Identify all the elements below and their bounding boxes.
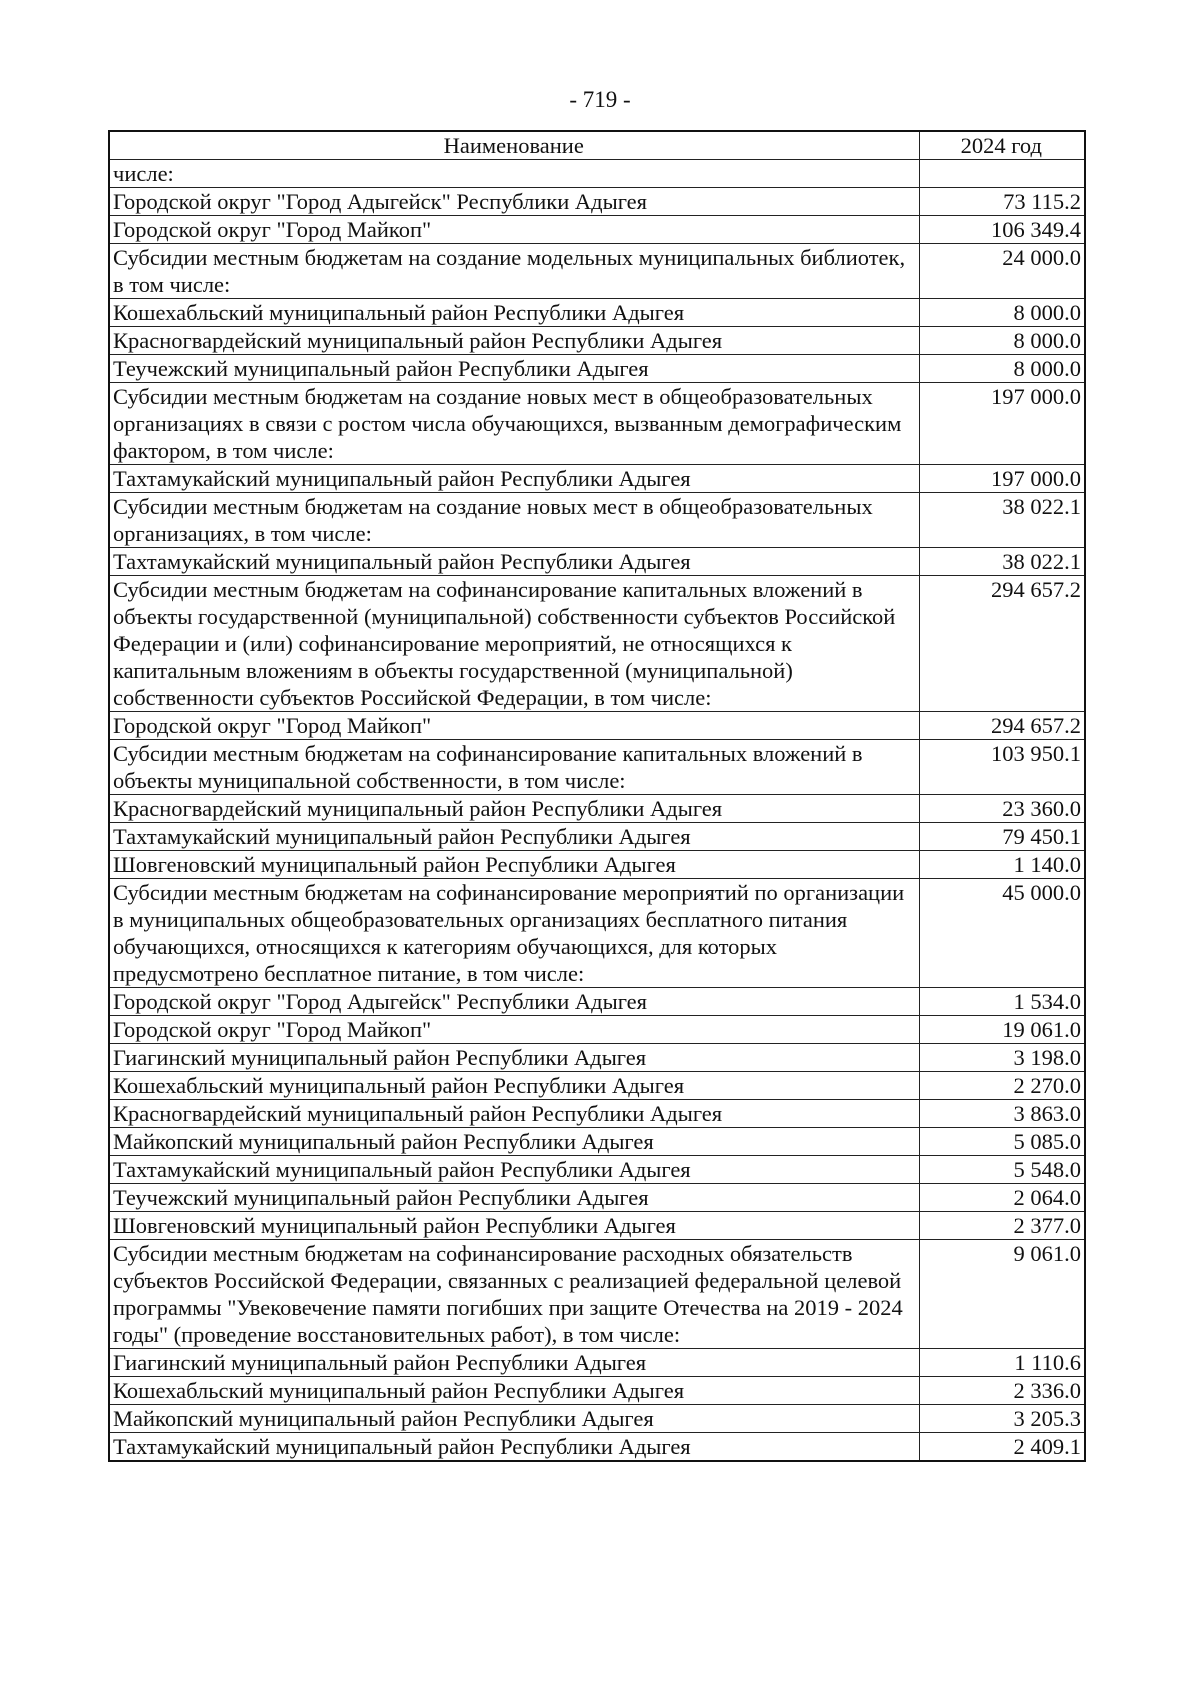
table-row	[109, 1072, 1085, 1100]
row-value: 38 022.1	[919, 548, 1085, 576]
table-header-row	[109, 131, 1085, 160]
row-value: 5 085.0	[919, 1128, 1085, 1156]
table-body	[109, 160, 1085, 1462]
table-row	[109, 740, 1085, 795]
row-name: Теучежский муниципальный район Республики Адыгея	[109, 1184, 919, 1212]
row-name: Красногвардейский муниципальный район Республики Адыгея	[109, 1100, 919, 1128]
row-name: Городской округ "Город Адыгейск" Республики Адыгея	[109, 988, 919, 1016]
table-row	[109, 493, 1085, 548]
table-row	[109, 1044, 1085, 1072]
row-name: Городской округ "Город Майкоп"	[109, 216, 919, 244]
row-value: 1 534.0	[919, 988, 1085, 1016]
table-row	[109, 548, 1085, 576]
table-row	[109, 1184, 1085, 1212]
table-row	[109, 160, 1085, 188]
row-name: Кошехабльский муниципальный район Республики Адыгея	[109, 299, 919, 327]
table-row	[109, 299, 1085, 327]
row-name: Красногвардейский муниципальный район Республики Адыгея	[109, 327, 919, 355]
row-name: Гиагинский муниципальный район Республики Адыгея	[109, 1044, 919, 1072]
table-row	[109, 1240, 1085, 1349]
table-row	[109, 823, 1085, 851]
row-value: 294 657.2	[919, 576, 1085, 712]
row-name: Майкопский муниципальный район Республики Адыгея	[109, 1128, 919, 1156]
row-value: 9 061.0	[919, 1240, 1085, 1349]
row-value: 1 110.6	[919, 1349, 1085, 1377]
row-name: Тахтамукайский муниципальный район Республики Адыгея	[109, 465, 919, 493]
table-row	[109, 1156, 1085, 1184]
row-name: Кошехабльский муниципальный район Республики Адыгея	[109, 1072, 919, 1100]
row-name: Майкопский муниципальный район Республики Адыгея	[109, 1405, 919, 1433]
row-name: Субсидии местным бюджетам на софинансирование мероприятий по организации в муниципальных общеобразовательных организациях бесплатного питания обучающихся, относящихся к категориям обучающихся, для которых предусмотрено бесплатное питание, в том числе:	[109, 879, 919, 988]
row-value: 2 064.0	[919, 1184, 1085, 1212]
row-value: 19 061.0	[919, 1016, 1085, 1044]
row-value: 106 349.4	[919, 216, 1085, 244]
table-row	[109, 712, 1085, 740]
page-number: - 719 -	[569, 87, 631, 112]
table-row	[109, 795, 1085, 823]
row-name: Шовгеновский муниципальный район Республики Адыгея	[109, 851, 919, 879]
row-name: Кошехабльский муниципальный район Республики Адыгея	[109, 1377, 919, 1405]
row-name: Городской округ "Город Майкоп"	[109, 712, 919, 740]
row-value: 294 657.2	[919, 712, 1085, 740]
row-name: числе:	[109, 160, 919, 188]
row-name: Субсидии местным бюджетам на софинансирование капитальных вложений в объекты муниципальной собственности, в том числе:	[109, 740, 919, 795]
row-value: 24 000.0	[919, 244, 1085, 299]
table-row	[109, 327, 1085, 355]
row-name: Тахтамукайский муниципальный район Республики Адыгея	[109, 823, 919, 851]
row-value: 8 000.0	[919, 327, 1085, 355]
table-row	[109, 383, 1085, 465]
row-name: Тахтамукайский муниципальный район Республики Адыгея	[109, 1433, 919, 1462]
row-name: Теучежский муниципальный район Республики Адыгея	[109, 355, 919, 383]
table-row	[109, 1405, 1085, 1433]
row-value: 79 450.1	[919, 823, 1085, 851]
table-row	[109, 188, 1085, 216]
table-row	[109, 879, 1085, 988]
row-value: 5 548.0	[919, 1156, 1085, 1184]
row-value: 3 863.0	[919, 1100, 1085, 1128]
row-value: 2 377.0	[919, 1212, 1085, 1240]
table-row	[109, 1349, 1085, 1377]
row-value	[919, 160, 1085, 188]
row-value: 73 115.2	[919, 188, 1085, 216]
row-name: Городской округ "Город Адыгейск" Республики Адыгея	[109, 188, 919, 216]
row-value: 38 022.1	[919, 493, 1085, 548]
row-name: Субсидии местным бюджетам на создание модельных муниципальных библиотек, в том числе:	[109, 244, 919, 299]
row-value: 45 000.0	[919, 879, 1085, 988]
table-row	[109, 576, 1085, 712]
budget-table	[108, 130, 1086, 1462]
row-name: Субсидии местным бюджетам на создание новых мест в общеобразовательных организациях в связи с ростом числа обучающихся, вызванным демографическим фактором, в том числе:	[109, 383, 919, 465]
table-row	[109, 1100, 1085, 1128]
row-value: 8 000.0	[919, 299, 1085, 327]
row-value: 1 140.0	[919, 851, 1085, 879]
table-row	[109, 216, 1085, 244]
table-row	[109, 1128, 1085, 1156]
row-name: Красногвардейский муниципальный район Республики Адыгея	[109, 795, 919, 823]
row-value: 103 950.1	[919, 740, 1085, 795]
row-value: 8 000.0	[919, 355, 1085, 383]
table-row	[109, 851, 1085, 879]
table-row	[109, 1433, 1085, 1462]
row-name: Субсидии местным бюджетам на софинансирование расходных обязательств субъектов Российской Федерации, связанных с реализацией федеральной целевой программы "Увековечение памяти погибших при защите Отечества на 2019 - 2024 годы" (проведение восстановительных работ), в том числе:	[109, 1240, 919, 1349]
row-value: 23 360.0	[919, 795, 1085, 823]
table-row	[109, 244, 1085, 299]
row-value: 2 409.1	[919, 1433, 1085, 1462]
row-value: 197 000.0	[919, 465, 1085, 493]
table-row	[109, 355, 1085, 383]
row-value: 3 198.0	[919, 1044, 1085, 1072]
row-name: Тахтамукайский муниципальный район Республики Адыгея	[109, 1156, 919, 1184]
row-value: 3 205.3	[919, 1405, 1085, 1433]
table-row	[109, 1016, 1085, 1044]
table-row	[109, 465, 1085, 493]
row-name: Шовгеновский муниципальный район Республики Адыгея	[109, 1212, 919, 1240]
row-value: 2 336.0	[919, 1377, 1085, 1405]
header-year: 2024 год	[919, 131, 1085, 160]
row-value: 197 000.0	[919, 383, 1085, 465]
row-value: 2 270.0	[919, 1072, 1085, 1100]
header-name: Наименование	[109, 131, 919, 160]
row-name: Городской округ "Город Майкоп"	[109, 1016, 919, 1044]
row-name: Субсидии местным бюджетам на софинансирование капитальных вложений в объекты государственной (муниципальной) собственности субъектов Российской Федерации и (или) софинансирование мероприятий, не относящихся к капитальным вложениям в объекты государственной (муниципальной) собственности субъектов Российской Федерации, в том числе:	[109, 576, 919, 712]
table-row	[109, 1212, 1085, 1240]
table-row	[109, 988, 1085, 1016]
table-row	[109, 1377, 1085, 1405]
row-name: Гиагинский муниципальный район Республики Адыгея	[109, 1349, 919, 1377]
row-name: Тахтамукайский муниципальный район Республики Адыгея	[109, 548, 919, 576]
row-name: Субсидии местным бюджетам на создание новых мест в общеобразовательных организациях, в том числе:	[109, 493, 919, 548]
